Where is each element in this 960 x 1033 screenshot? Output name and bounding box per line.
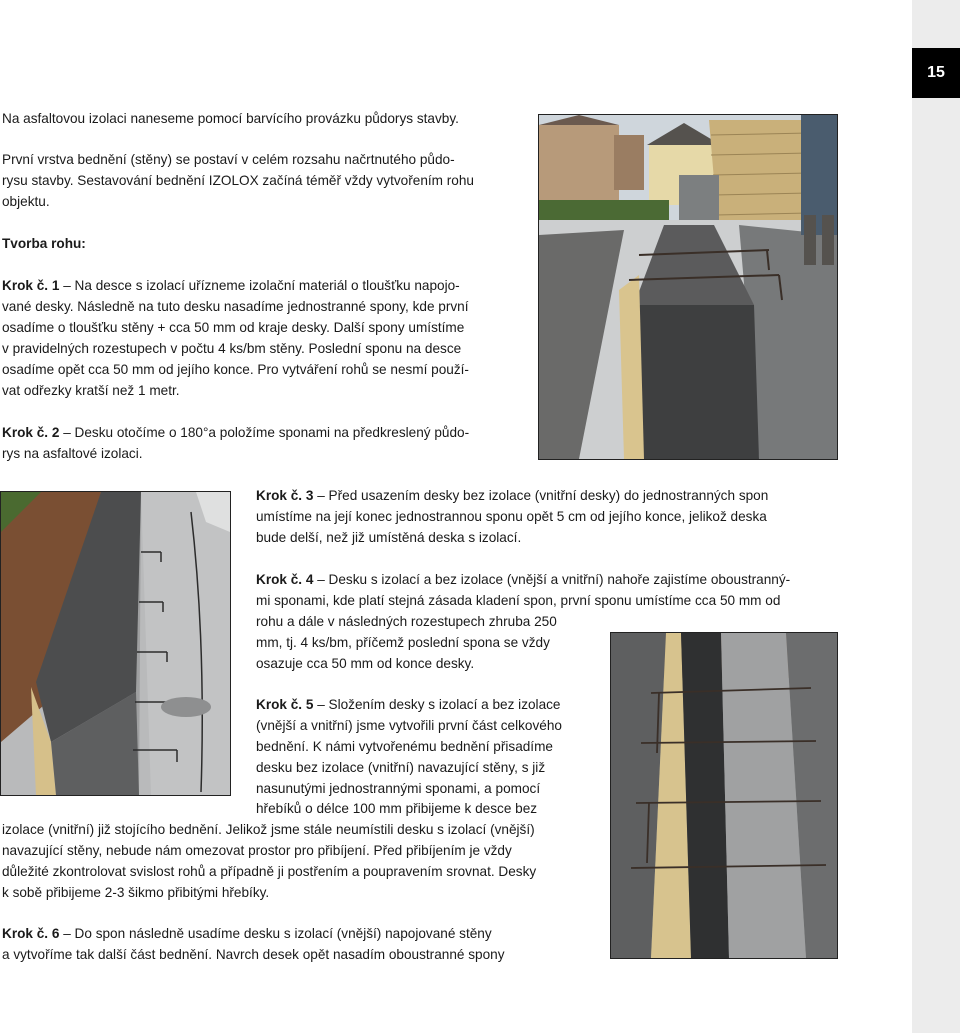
step4-line: rohu a dále v následných rozestupech zhruba 250 <box>256 614 557 629</box>
step5-line: desku bez izolace (vnitřní) navazující stěny, s již <box>256 760 546 775</box>
step2-line: Krok č. 2 – Desku otočíme o 180°a položíme sponami na předkreslený půdo- <box>2 425 470 440</box>
step3-line: umístíme na její konec jednostrannou sponu opět 5 cm od jejího konce, jelikož deska <box>256 509 767 524</box>
step5-line: Krok č. 5 – Složením desky s izolací a bez izolace <box>256 697 561 712</box>
step1-line: vat odřezky kratší než 1 metr. <box>2 383 180 398</box>
step1-line: vané desky. Následně na tuto desku nasadíme jednostranné spony, kde první <box>2 299 469 314</box>
step5-line: důležité zkontrolovat svislost rohů a případně ji postřením a poupravením srovnat. Desky <box>2 864 537 879</box>
step5-label: Krok č. 5 <box>256 697 314 712</box>
intro-line: rysu stavby. Sestavování bednění IZOLOX začíná téměř vždy vytvořením rohu <box>2 173 474 188</box>
intro-line: objektu. <box>2 194 50 209</box>
step1-line: osadíme o tloušťku stěny + cca 50 mm od kraje desky. Další spony umístíme <box>2 320 465 335</box>
step5-line: bednění. K námi vytvořenému bednění přisadíme <box>256 739 553 754</box>
page-number: 15 <box>912 48 960 98</box>
step5-line: nasunutými jednostrannými sponami, a pomocí <box>256 781 541 796</box>
step4-label: Krok č. 4 <box>256 572 314 587</box>
step1-line: osadíme opět cca 50 mm od jejího konce. Pro vytváření rohů se nesmí použí- <box>2 362 469 377</box>
step2-line: rys na asfaltové izolaci. <box>2 446 143 461</box>
photo-corner-formwork <box>538 114 838 460</box>
step3-line: bude delší, než již umístěná deska s izolací. <box>256 530 522 545</box>
step5-line: navazující stěny, nebude nám omezovat prostor pro přibíjení. Před přibíjením je vždy <box>2 843 512 858</box>
step5-line: (vnější a vnitřní) jsme vytvořili první část celkového <box>256 718 562 733</box>
step3-line: Krok č. 3 – Před usazením desky bez izolace (vnitřní desky) do jednostranných spon <box>256 488 769 503</box>
step4-line: mm, tj. 4 ks/bm, příčemž poslední spona se vždy <box>256 635 550 650</box>
page-margin-strip <box>912 0 960 1033</box>
step1-label: Krok č. 1 <box>2 278 60 293</box>
step1-line: Krok č. 1 – Na desce s izolací uřízneme izolační materiál o tloušťku napojo- <box>2 278 460 293</box>
photo-panel-with-spacers <box>0 491 231 796</box>
step4-line: osazuje cca 50 mm od konce desky. <box>256 656 475 671</box>
intro-line: Na asfaltovou izolaci naneseme pomocí barvícího provázku půdorys stavby. <box>2 111 459 126</box>
step6-line: a vytvoříme tak další část bednění. Navrch desek opět nasadím oboustranné spony <box>2 947 505 962</box>
step4-line: mi sponami, kde platí stejná zásada kladení spon, první sponu umístíme cca 50 mm od <box>256 593 781 608</box>
step5-line: izolace (vnitřní) již stojícího bednění. Jelikož jsme stále neumístili desku s izolací (vnější) <box>2 822 535 837</box>
step6-label: Krok č. 6 <box>2 926 60 941</box>
section-heading: Tvorba rohu: <box>2 236 86 251</box>
step3-label: Krok č. 3 <box>256 488 314 503</box>
photo-formwork-wall <box>610 632 838 959</box>
step1-line: v pravidelných rozestupech v počtu 4 ks/bm stěny. Poslední sponu na desce <box>2 341 462 356</box>
step4-line: Krok č. 4 – Desku s izolací a bez izolace (vnější a vnitřní) nahoře zajistíme oboustranný- <box>256 572 791 587</box>
step2-label: Krok č. 2 <box>2 425 60 440</box>
intro-line: První vrstva bednění (stěny) se postaví v celém rozsahu načrtnutého půdo- <box>2 152 455 167</box>
step6-line: Krok č. 6 – Do spon následně usadíme desku s izolací (vnější) napojované stěny <box>2 926 492 941</box>
step5-line: k sobě přibijeme 2-3 šikmo přibitými hřebíky. <box>2 885 270 900</box>
step5-line: hřebíků o délce 100 mm přibijeme k desce bez <box>256 801 538 816</box>
